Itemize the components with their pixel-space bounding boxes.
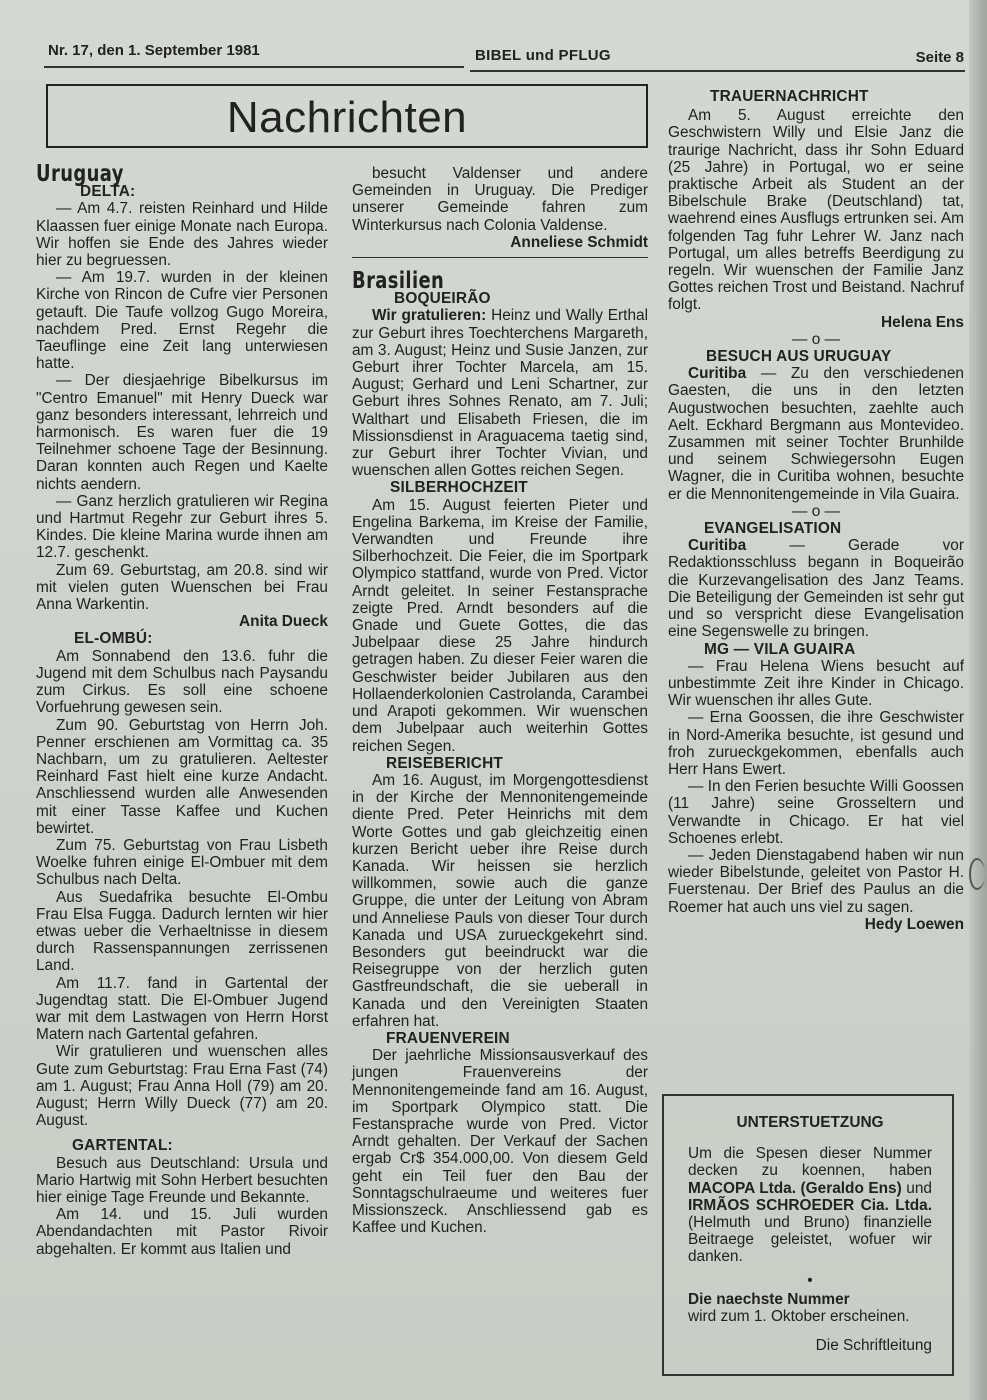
subheading-silberhochzeit: SILBERHOCHZEIT: [390, 479, 528, 497]
box-text: (Helmuth und Bruno) finanzielle Beitraege geleistet, wofuer wir danken.: [688, 1214, 932, 1266]
box-text: und: [901, 1179, 932, 1197]
column-divider-rule: [352, 257, 648, 258]
page-header: [44, 40, 966, 74]
article-paragraph: — Jeden Dienstagabend haben wir nun wieder Bibelstunde, geleitet von Pastor H. Fuerstenau. Der Brief des Paulus an die Roemer hat auch uns viel zu sagen.: [668, 846, 964, 916]
article-paragraph: Wir gratulieren und wuenschen alles Gute zum Geburtstag: Frau Erna Fast (74) am 1. August; Frau Anna Holl (79) am 20. August; Herrn Willy Dueck (77) am 20. August.: [36, 1043, 328, 1130]
lead-in: Curitiba: [688, 537, 747, 555]
separator: — o —: [792, 330, 840, 348]
article-paragraph: — Am 4.7. reisten Reinhard und Hilde Klaassen fuer einige Monate nach Europa. Wir hoffen sie Ende des Jahres wieder hier zu begruessen.: [36, 200, 328, 270]
paragraph-text: Heinz und Wally Erthal zur Geburt ihres Toechterchens Margareth, am 3. August; Heinz und Susie Janzen, zur Geburt ihrer Tochter Marcela, am 15. August; Gerhard und Leni Schartner, zur Geburt ihres Sohnes Renato, am 7. Juli; Walthart und Elisabeth Friesen, die im Missionsdienst in Araguacema taetig sind, zur Geburt ihrer Tochter Vivian, und wuenschen allen Gottes reichen Segen.: [352, 307, 648, 480]
subheading-reisebericht: REISEBERICHT: [386, 754, 503, 772]
header-rule-left: [44, 66, 464, 68]
box-signature: Die Schriftleitung: [815, 1337, 932, 1355]
article-paragraph: Der jaehrliche Missionsausverkauf des jungen Frauenvereins der Mennonitengemeinde fand am 16. August, im Sportpark Olympico statt. Die Festansprache wurde von Pred. Victor Arndt gehalten. Der Verkauf der Sachen ergab Cr$ 354.000,00. Von diesem Geld geht ein Teil fuer den Bau der Sonntagschulraeume und weiteres fuer Missionszeck. Anschliessend gab es Kaffee und Kuchen.: [352, 1047, 648, 1237]
column-right: [668, 88, 964, 933]
article-paragraph: — Frau Helena Wiens besucht auf unbestimmte Zeit ihre Kinder in Chicago. Wir wuenschen ihr alles Gute.: [668, 657, 964, 710]
subheading-evangelisation: EVANGELISATION: [704, 520, 842, 538]
header-rule-right: [470, 70, 965, 72]
article-paragraph: Am 15. August feierten Pieter und Engelina Barkema, im Kreise der Familie, Verwandten und Freunde ihre Silberhochzeit. Die Feier, die im Sportpark Olympico stattfand, wurde von Pred. Victor Arndt geleitet. In seiner Festansprache zeigte Pred. Arndt besonders auf die Gnade und Guete Gottes, die das Jubelpaar diese 25 Jahre hindurch getragen haben. Zu dieser Feier waren die Geschwister beider Jubilaren aus den Hollaenderkolonien Castrolanda, Carambei und Arapoti gekommen. Wir wuenschen dem Jubelpaar auch weiterhin Gottes reichen Segen.: [352, 496, 648, 755]
subheading-frauenverein: FRAUENVEREIN: [386, 1029, 510, 1047]
page-edge-shadow: [969, 0, 987, 1400]
subheading-gartental: GARTENTAL:: [72, 1137, 173, 1155]
article-paragraph: — Ganz herzlich gratulieren wir Regina und Hartmut Regehr zur Geburt ihres 5. Kindes. Die kleine Marina wurde ihnen am 12.7. geschenkt.: [36, 492, 328, 562]
column-brasilien: [352, 165, 648, 1236]
author-signature: Anneliese Schmidt: [510, 233, 648, 251]
author-signature: Anita Dueck: [239, 613, 328, 631]
support-notice-box: [662, 1094, 954, 1376]
bullet-separator: •: [807, 1271, 813, 1289]
author-signature: Hedy Loewen: [864, 915, 964, 933]
paragraph-text: — Zu den verschiedenen Gaesten, die uns in den letzten Augustwochen besuchten, zaehlte auch Aelt. Eckhard Bergmann aus Montevideo. Zusammen mit seiner Tochter Brunhilde und seinem Schwiegersohn Eugen Wagner, die in Curitiba wohnen, besuchte er die Mennonitengemeinde in Vila Guaira.: [668, 365, 964, 503]
sponsor-name: MACOPA Ltda. (Geraldo Ens): [688, 1179, 902, 1197]
section-masthead: Nachrichten: [46, 84, 648, 148]
article-paragraph: Aus Suedafrika besuchte El-Ombu Frau Elsa Fugga. Dadurch lernten wir hier etwas ueber die Verhaeltnisse in diesem durch Rassenspannungen zerrissenen Land.: [36, 888, 328, 975]
subheading-delta: DELTA:: [80, 183, 136, 201]
lead-in: Wir gratulieren:: [372, 307, 487, 325]
article-paragraph: — In den Ferien besuchte Willi Goossen (11 Jahre) seine Grosseltern und Verwandte in Chicago. Er hat viel Schoenes erlebt.: [668, 778, 964, 847]
subheading-mg-vila-guaira: MG — VILA GUAIRA: [704, 640, 856, 658]
separator: — o —: [792, 502, 840, 520]
issue-date: Nr. 17, den 1. September 1981: [48, 42, 260, 59]
sponsor-name: IRMÃOS SCHROEDER Cia. Ltda.: [688, 1196, 932, 1214]
article-paragraph: Besuch aus Deutschland: Ursula und Mario Hartwig mit Sohn Herbert besuchten hier einige Tage Freunde und Bekannte.: [36, 1154, 328, 1206]
subheading-trauernachricht: TRAUERNACHRICHT: [710, 88, 869, 105]
article-paragraph: — Der diesjaehrige Bibelkursus im "Centro Emanuel" mit Henry Dueck war ganz besonders interessant, lehrreich und harmonisch. Es waren fuer die 19 Teilnehmer schoene Tage der Besinnung. Daran konnten auch Regen und Kaelte nichts aendern.: [36, 372, 328, 493]
article-paragraph: besucht Valdenser und andere Gemeinden in Uruguay. Die Prediger unserer Gemeinde fahren zum Winterkursus nach Colonia Valdense.: [352, 165, 648, 234]
subheading-boqueirao: BOQUEIRÃO: [394, 290, 491, 308]
article-paragraph: [668, 537, 964, 640]
subheading-besuch-aus-uruguay: BESUCH AUS URUGUAY: [706, 348, 892, 366]
article-paragraph: Am 14. und 15. Juli wurden Abendandachten mit Pastor Rivoir abgehalten. Er kommt aus Italien und: [36, 1206, 328, 1258]
article-paragraph: Zum 90. Geburtstag von Herrn Joh. Penner erschienen am Vormittag ca. 35 Nachbarn, um zu gratulieren. Aeltester Reinhard Fast hielt eine kurze Andacht. Anschliessend wurden alle Anwesenden mit einer Tasse Kaffee und Kuchen bewirtet.: [36, 716, 328, 837]
subheading-el-ombu: EL-OMBÚ:: [74, 630, 153, 648]
next-issue-heading: Die naechste Nummer: [688, 1290, 850, 1308]
article-paragraph: Am 16. August, im Morgengottesdienst in der Kirche der Mennonitengemeinde diente Pred. Peter Heinrichs mit dem Worte Gottes und gab gleichzeitig einen kurzen Bericht ueber ihre Reise durch Kanada. Wir heissen sie herzlich willkommen, sowie auch die ganze Gruppe, die unter der Leitung von Abram und Anneliese Pauls von dieser Tour durch Kanada und USA zurueckgekehrt sind. Besonders gut beeindruckt war die Reisegruppe von der herzlich guten Gastfreundschaft, die sie ueberall in Kanada und den Vereinigten Staaten erfahren hat.: [352, 771, 648, 1030]
author-signature: Helena Ens: [881, 313, 964, 331]
box-text: Um die Spesen dieser Nummer decken zu koennen, haben: [688, 1145, 932, 1180]
article-paragraph: [668, 365, 964, 503]
page-number: Seite 8: [915, 49, 964, 66]
article-paragraph: — Am 19.7. wurden in der kleinen Kirche von Rincon de Cufre vier Personen getauft. Die Taufe vollzog Gugo Moreira, nachdem Pred. Ernst Regehr die Taeuflinge eine Zeit lang unterwiesen hatte.: [36, 269, 328, 373]
article-paragraph: — Erna Goossen, die ihre Geschwister in Nord-Amerika besuchte, ist gesund und froh zurueckgekommen, ebenfalls auch Herr Hans Ewert.: [668, 709, 964, 778]
country-heading-brasilien: Brasilien: [352, 268, 445, 295]
country-heading-uruguay: Uruguay: [36, 161, 124, 187]
article-paragraph: Zum 75. Geburtstag von Frau Lisbeth Woelke fuhren einige El-Ombuer mit dem Schulbus nach Delta.: [36, 836, 328, 889]
article-paragraph: Am Sonnabend den 13.6. fuhr die Jugend mit dem Schulbus nach Paysandu zum Cirkus. Es soll eine schoene Vorfuehrung gewesen sein.: [36, 647, 328, 717]
paper-name: BIBEL und PFLUG: [475, 47, 611, 64]
paragraph-text: — Gerade vor Redaktionsschluss begann in Boqueirão die Kurzevangelisation des Janz Teams. Die Beteiligung der Gemeinden ist sehr gut und so verspricht diese Evangelisation eine Segenswelle zu bringen.: [668, 537, 964, 641]
article-paragraph: Am 5. August erreichte den Geschwistern Willy und Elsie Janz die traurige Nachricht, dass ihr Sohn Eduard (25 Jahre) in Portugal, wo er seine praktische Arbeit als Student an der Bibelschule Brake (Deutschland) tat, waehrend eines Ausflugs ertrunken sei. Am folgenden Tag fuhr Lehrer W. Janz nach Portugal, um alles betreffs Beerdigung zu regeln. Wir wuenschen der Familie Janz Gottes reichen Trost und Beistand. Nachruf folgt.: [668, 107, 964, 314]
binder-hole-mark: [969, 858, 985, 890]
column-uruguay: [36, 161, 328, 1258]
box-title: UNTERSTUETZUNG: [736, 1114, 884, 1131]
article-paragraph: Zum 69. Geburtstag, am 20.8. sind wir mit vielen guten Wuenschen bei Frau Anna Warkentin.: [36, 561, 328, 614]
article-paragraph: [352, 307, 648, 479]
lead-in: Curitiba: [688, 365, 747, 383]
next-issue-text: wird zum 1. Oktober erscheinen.: [688, 1308, 910, 1326]
box-paragraph: [688, 1145, 932, 1265]
article-paragraph: Am 11.7. fand in Gartental der Jugendtag statt. Die El-Ombuer Jugend war mit dem Lastwagen von Herrn Horst Matern nach Gartental gefahren.: [36, 974, 328, 1044]
